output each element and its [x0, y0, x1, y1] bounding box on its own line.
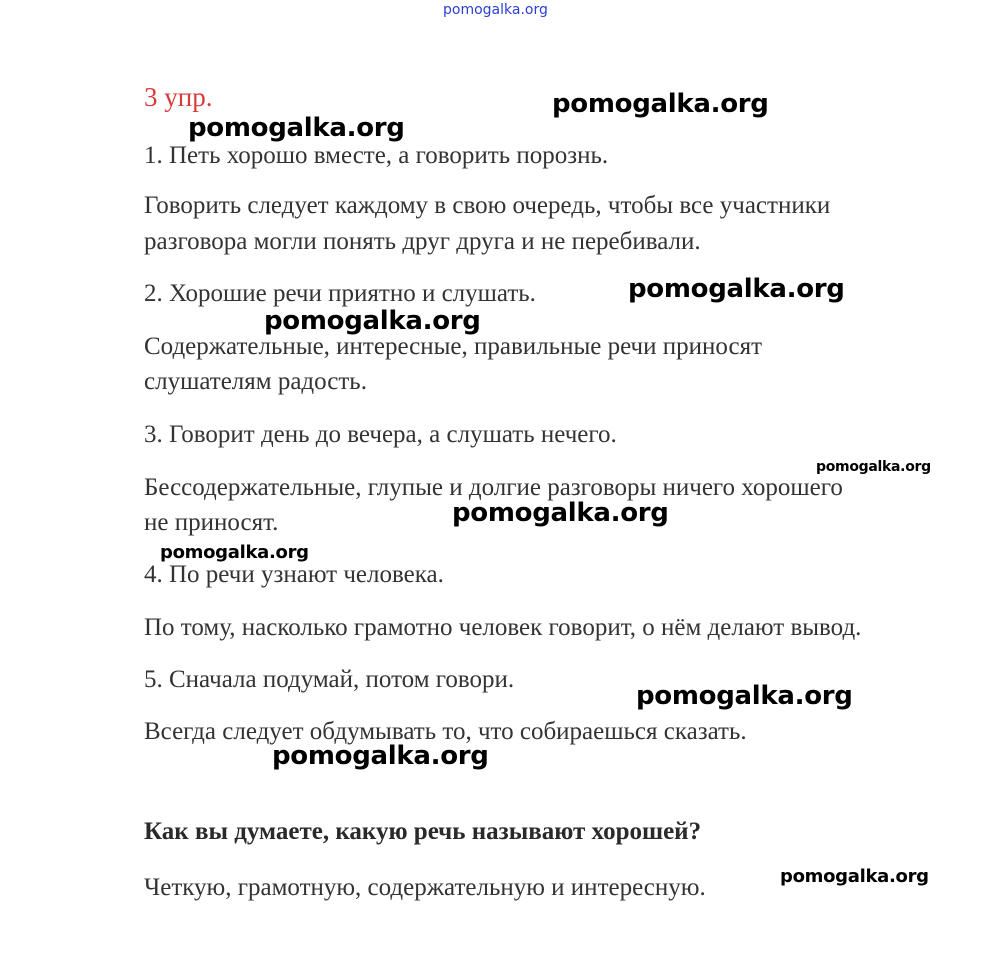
question-heading: Как вы думаете, какую речь называют хорошей? [144, 818, 702, 845]
watermark: pomogalka.org [272, 741, 489, 771]
watermark: pomogalka.org [264, 306, 481, 336]
watermark: pomogalka.org [160, 542, 309, 563]
answer-1-line-1: Говорить следует каждому в свою очередь, чтобы все участники [144, 192, 831, 219]
watermark: pomogalka.org [636, 681, 853, 711]
watermark: pomogalka.org [188, 113, 405, 143]
watermark: pomogalka.org [816, 459, 931, 475]
answer-3-line-2: не приносят. [144, 509, 279, 536]
proverb-2: 2. Хорошие речи приятно и слушать. [144, 280, 536, 307]
answer-5-line-1: Всегда следует обдумывать то, что собираешься сказать. [144, 718, 747, 745]
proverb-1: 1. Петь хорошо вместе, а говорить порознь. [144, 142, 609, 169]
answer-4-line-1: По тому, насколько грамотно человек говорит, о нём делают вывод. [144, 614, 862, 641]
question-answer: Четкую, грамотную, содержательную и интересную. [144, 874, 706, 901]
header-watermark-link[interactable]: pomogalka.org [443, 2, 548, 18]
proverb-5: 5. Сначала подумай, потом говори. [144, 666, 515, 693]
proverb-4: 4. По речи узнают человека. [144, 561, 444, 588]
watermark: pomogalka.org [628, 274, 845, 304]
answer-2-line-2: слушателям радость. [144, 368, 367, 395]
watermark: pomogalka.org [780, 866, 929, 887]
answer-2-line-1: Содержательные, интересные, правильные речи приносят [144, 333, 763, 360]
proverb-3: 3. Говорит день до вечера, а слушать нечего. [144, 421, 617, 448]
exercise-title: 3 упр. [144, 82, 213, 112]
answer-3-line-1: Бессодержательные, глупые и долгие разговоры ничего хорошего [144, 474, 843, 501]
watermark: pomogalka.org [552, 89, 769, 119]
answer-1-line-2: разговора могли понять друг друга и не перебивали. [144, 228, 701, 255]
watermark: pomogalka.org [452, 498, 669, 528]
